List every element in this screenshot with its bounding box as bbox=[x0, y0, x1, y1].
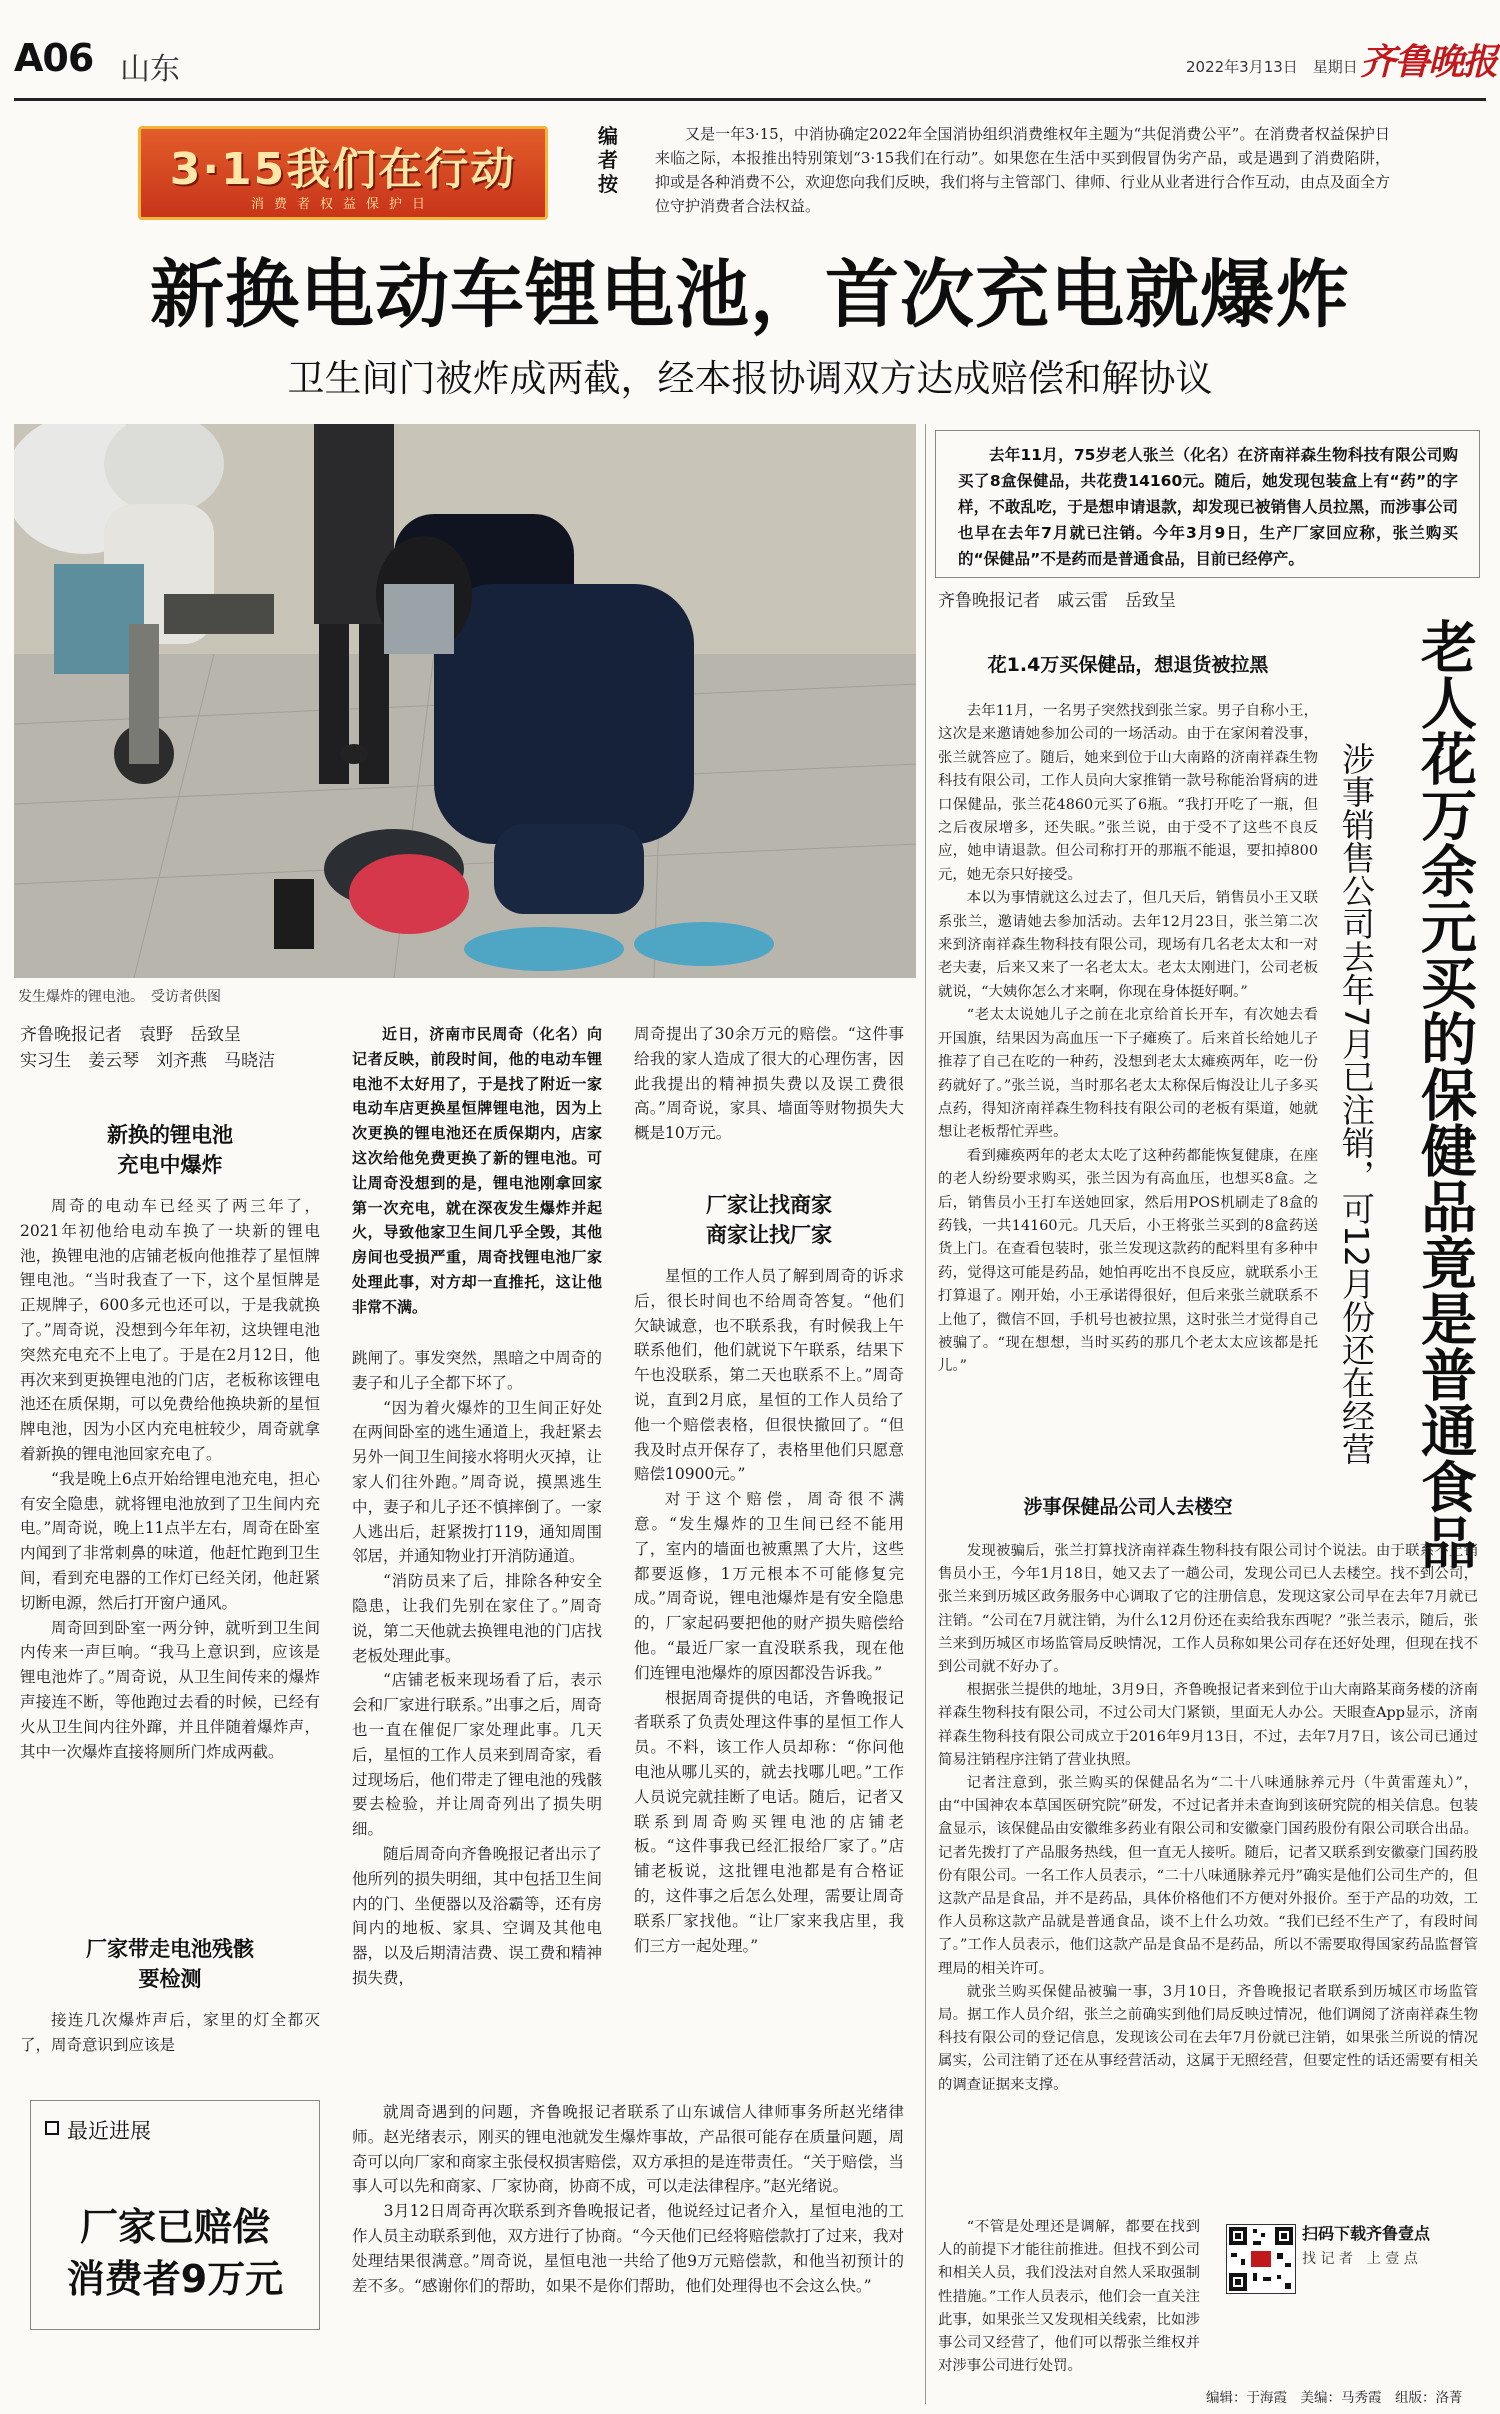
lead-paragraph: 近日，济南市民周奇（化名）向记者反映，前段时间，他的电动车锂电池不太好用了，于是找了附近一家电动车店更换星恒牌锂电池，因为上次更换的锂电池还在质保期内，店家这次给他免费更换了新的锂电池。可让周奇没想到的是，锂电池刚拿回家第一次充电，就在深夜发生爆炸并起火，导致他家卫生间几乎全毁，其他房间也受损严重，周奇找锂电池厂家处理此事，对方却一直推托，这让他非常不满。 bbox=[352, 1025, 602, 1316]
right-byline: 齐鲁晚报记者 戚云雷 岳致呈 bbox=[938, 591, 1176, 611]
paragraph: 去年11月，一名男子突然找到张兰家。男子自称小王，这次是来邀请她参加公司的一场活动。由于在家闲着没事，张兰就答应了。随后，她来到位于山大南路的济南祥森生物科技有限公司，工作人员向大家推销一款号称能治肾病的进口保健品，张兰花4860元买了6瓶。“我打开吃了一瓶，但之后夜尿增多，还失眠。”张兰说，由于受不了这些不良反应，她申请退款。但公司称打开的那瓶不能退，要扣掉800元，她无奈只好接受。 bbox=[938, 703, 1318, 883]
editor-note-text: 又是一年3·15，中消协确定2022年全国消协组织消费维权年主题为“共促消费公平”。在消费者权益保护日来临之际，本报推出特别策划“3·15我们在行动”。如果您在生活中买到假冒伪劣产品，或是遇到了消费陷阱，抑或是各种消费不公，欢迎您向我们反映，我们将与主管部门、律师、行业从业者进行合作互动，由点及面全方位守护消费者合法权益。 bbox=[655, 125, 1391, 215]
editor-note-label: 编者按 bbox=[598, 124, 618, 196]
main-headline: 新换电动车锂电池，首次充电就爆炸 bbox=[150, 252, 1350, 338]
right-headline: 老人花万余元买的保健品竟是普通食品 bbox=[1412, 618, 1477, 1570]
column-divider-right bbox=[925, 424, 926, 2404]
brand-logo: 齐鲁晚报 bbox=[1360, 41, 1497, 83]
paragraph: 看到瘫痪两年的老太太吃了这种药都能恢复健康，在座的老人纷纷要求购买，张兰因为有高血压，也想买8盒。之后，销售员小王打车送她回家，然后用POS机刷走了8盒的药钱，一共14160元。几天后，小王将张兰买到的8盒药送货上门。在查看包装时，张兰发现这款药的配料里有多种中药，觉得这可能是药品，她怕再吃出不良反应，就联系小王打算退了。刚开始，小王承诺得很好，但后来张兰就联系不上他了，微信不回，手机号也被拉黑，这时张兰才觉得自己被骗了。“现在想想，当时买药的那几个老太太应该都是托儿。” bbox=[938, 1147, 1318, 1375]
qr-label: 扫码下载齐鲁壹点 bbox=[1302, 2224, 1431, 2243]
latest-progress-box bbox=[30, 2100, 320, 2330]
banner-title: 3·15我们在行动 bbox=[169, 144, 517, 195]
article-column-1-tail bbox=[20, 2008, 320, 2058]
article-lead bbox=[352, 1022, 602, 1320]
paragraph: 就张兰购买保健品被骗一事，3月10日，齐鲁晚报记者联系到历城区市场监管局。据工作人员介绍，张兰之前确实到他们局反映过情况，他们调阅了济南祥森生物科技有限公司的登记信息，发现该公司在去年7月份就已注销，如果张兰所说的情况属实，公司注销了还在从事经营活动，这属于无照经营，但要定性的话还需要有相关的调查证据来支撑。 bbox=[938, 1983, 1478, 2093]
paragraph: “我是晚上6点开始给锂电池充电，担心有安全隐患，就将锂电池放到了卫生间内充电。”周奇说，晚上11点半左右，周奇在卧室内闻到了非常刺鼻的味道，他赶忙跑到卫生间，看到充电器的工作灯已经关闭，他赶紧切断电源，然后打开窗户通风。 bbox=[20, 1469, 320, 1612]
banner-subtitle: 消费者权益保护日 bbox=[250, 197, 435, 212]
latest-progress-text: 就周奇遇到的问题，齐鲁晚报记者联系了山东诚信人律师事务所赵光绪律师。赵光绪表示，刚买的锂电池就发生爆炸事故，产品很可能存在质量问题，周奇可以向厂家和商家主张侵权损害赔偿，双方承担的是连带责任。“关于赔偿，当事人可以先和商家、厂家协商，协商不成，可以走法律程序。”赵光绪说。 3月12日周奇再次联系到齐鲁晚报记者，他说经过记者介入，星恒电池的工作人员主动联系到他，双方进行了协商。“今天他们已经将赔偿款打了过来，我对处理结果很满意。”周奇说，星恒电池一共给了他9万元赔偿款，和他当初预计的差不多。“感谢你们的帮助，如果不是你们帮助，他们处理得也不会这么快。” bbox=[352, 2103, 904, 2295]
editors-credit: 编辑：于海霞 美编：马秀霞 组版：洛菁 bbox=[1206, 2390, 1463, 2406]
paragraph: 周奇提出了30余万元的赔偿。“这件事给我的家人造成了很大的心理伤害，因此我提出的精神损失费以及误工费很高。”周奇说，家具、墙面等财物损失大概是10万元。 bbox=[634, 1025, 904, 1143]
right-column-2-tail bbox=[938, 2216, 1200, 2378]
qr-code-icon[interactable] bbox=[1226, 2224, 1296, 2294]
paragraph: “消防员来了后，排除各种安全隐患，让我们先别在家住了。”周奇说，第二天他就去换锂电池的门店找老板处理此事。 bbox=[352, 1572, 602, 1665]
article-column-1 bbox=[20, 1194, 320, 1764]
main-subhead: 卫生间门被炸成两截，经本报协调双方达成赔偿和解协议 bbox=[287, 357, 1213, 400]
qr-sublabel: 找 记 者 上 壹 点 bbox=[1302, 2251, 1418, 2267]
paragraph: 根据周奇提供的电话，齐鲁晚报记者联系了负责处理这件事的星恒工作人员。不料，该工作人员却称：“你问他电池从哪儿买的，就去找哪儿吧。”工作人员说完就挂断了电话。随后，记者又联系到周奇购买锂电池的店铺老板。“这件事我已经汇报给厂家了。”店铺老板说，这批锂电池都是有合格证的，这件事之后怎么处理，需要让周奇联系厂家找他。“让厂家来我店里，我们三方一起处理。” bbox=[634, 1688, 904, 1955]
right-subsection-title-1: 花1.4万买保健品，想退货被拉黑 bbox=[987, 654, 1269, 676]
paragraph: 周奇回到卧室一两分钟，就听到卫生间内传来一声巨响。“我马上意识到，应该是锂电池炸了。”周奇说，从卫生间传来的爆炸声接连不断，等他跑过去看的时候，已经有火从卫生间内往外蹿，并且伴随着爆炸声，其中一次爆炸直接将厕所门炸成两截。 bbox=[20, 1618, 320, 1761]
paragraph: 接连几次爆炸声后，家里的灯全都灭了，周奇意识到应该是 bbox=[20, 2011, 320, 2054]
page-number: A06 bbox=[14, 36, 94, 80]
paragraph: “不管是处理还是调解，都要在找到人的前提下才能往前推进。但找不到公司和相关人员，我们没法对自然人采取强制性措施。”工作人员表示，他们会一直关注此事，如果张兰又发现相关线索，比如涉事公司又经营了，他们可以帮张兰维权并对涉事公司进行处罚。 bbox=[938, 2219, 1200, 2375]
byline-interns: 实习生 姜云琴 刘齐燕 马晓洁 bbox=[20, 1051, 275, 1071]
paragraph: 周奇的电动车已经买了两三年了，2021年初他给电动车换了一块新的锂电池，换锂电池的店铺老板向他推荐了星恒牌锂电池。“当时我查了一下，这个星恒牌是正规牌子，600多元也还可以，于是我就换了。”周奇说，没想到今年年初，这块锂电池突然充电充不上电了。于是在2月12日，他再次来到更换锂电池的门店，老板称该锂电池还在质保期，可以免费给他换块新的星恒牌电池，因为小区内充电桩较少，周奇就拿着新换的锂电池回家充电了。 bbox=[20, 1197, 320, 1463]
paragraph: 星恒的工作人员了解到周奇的诉求后，很长时间也不给周奇答复。“他们欠缺诚意，也不联系我，有时候我上午联系他们，他们就说下午联系，结果下午也没联系，第二天也联系不上。”周奇说，直到2月底，星恒的工作人员给了他一个赔偿表格，但很快撤回了。“但我及时点开保存了，表格里他们只愿意赔偿10900元。” bbox=[634, 1267, 904, 1484]
paragraph: 本以为事情就这么过去了，但几天后，销售员小王又联系张兰，邀请她去参加活动。去年12月23日，张兰第二次来到济南祥森生物科技有限公司，现场有几名老太太和一对老夫妻，后来又来了一名老太太。老太太刚进门，公司老板就说，“大姨你怎么才来啊，你现在身体挺好啊。” bbox=[938, 890, 1318, 1000]
photo-caption: 发生爆炸的锂电池。 受访者供图 bbox=[18, 989, 221, 1005]
issue-date: 2022年3月13日 星期日 bbox=[1186, 58, 1358, 76]
campaign-banner bbox=[138, 126, 548, 220]
latest-progress-title: 厂家已赔偿 消费者9万元 bbox=[66, 2205, 284, 2301]
paragraph: “店铺老板来现场看了后，表示会和厂家进行联系。”出事之后，周奇也一直在催促厂家处理此事。几天后，星恒的工作人员来到周奇家，看过现场后，他们带走了锂电池的残骸要去检验，并让周奇列出了损失明细。 bbox=[352, 1671, 602, 1839]
paragraph: 发现被骗后，张兰打算找济南祥森生物科技有限公司讨个说法。由于联系不上销售员小王，今年1月18日，她又去了一趟公司，发现公司已人去楼空。找不到公司，张兰来到历城区政务服务中心调取了它的注册信息，发现这家公司早在去年7月就已注销。“公司在7月就注销，为什么12月份还在卖给我东西呢？”张兰表示，随后，张兰来到历城区市场监管局反映情况，工作人员称如果公司存在还好处理，但现在找不到公司就不好办了。 bbox=[938, 1543, 1478, 1676]
byline-reporters: 齐鲁晚报记者 袁野 岳致呈 bbox=[20, 1025, 241, 1045]
news-photo bbox=[14, 424, 916, 978]
section-name: 山东 bbox=[120, 52, 180, 87]
article-column-3b bbox=[634, 1264, 904, 1958]
paragraph: 跳闸了。事发突然，黑暗之中周奇的妻子和儿子全都下坏了。 bbox=[352, 1349, 602, 1392]
right-subhead: 涉事销售公司去年7月已注销，可12月份还在经营 bbox=[1337, 742, 1376, 1465]
paragraph: 根据张兰提供的地址，3月9日，齐鲁晚报记者来到位于山大南路某商务楼的济南祥森生物科技有限公司，不过公司大门紧锁，里面无人办公。天眼查App显示，济南祥森生物科技有限公司成立于2016年9月13日，不过，去年7月7日，该公司已通过简易注销程序注销了营业执照。 bbox=[938, 1682, 1478, 1768]
right-subsection-title-2: 涉事保健品公司人去楼空 bbox=[1023, 1496, 1233, 1518]
header-rule bbox=[14, 98, 1486, 101]
square-icon bbox=[45, 2121, 59, 2135]
paragraph: “因为着火爆炸的卫生间正好处在两间卧室的逃生通道上，我赶紧去另外一间卫生间接水将明火灭掉，让家人们往外跑。”周奇说，摸黑逃生中，妻子和儿子还不慎摔倒了。一家人逃出后，赶紧拨打119，通知周围邻居，并通知物业打开消防通道。 bbox=[352, 1398, 602, 1566]
subsection-title-1: 新换的锂电池 充电中爆炸 bbox=[107, 1123, 233, 1177]
subsection-title-2: 厂家带走电池残骸 要检测 bbox=[86, 1937, 254, 1991]
paragraph: “老太太说她儿子之前在北京给首长开车，有次她去看开国旗，结果因为高血压一下子瘫痪了。后来首长给她儿子推荐了自己在吃的一种药，没想到老太太瘫痪两年，吃一份药就好了。”张兰说，当时那名老太太称保后悔没让儿子多买点药，得知济南祥森生物科技有限公司的老板有渠道，她就想让老板帮忙弄些。 bbox=[938, 1007, 1318, 1141]
latest-progress-label: 最近进展 bbox=[67, 2119, 151, 2143]
subsection-title-3: 厂家让找商家 商家让找厂家 bbox=[706, 1193, 832, 1247]
paragraph: 记者注意到，张兰购买的保健品名为“二十八味通脉养元丹（牛黄雷莲丸）”，由“中国神农本草国医研究院”研发，不过记者并未查询到该研究院的相关信息。包装盒显示，该保健品由安徽维多药业有限公司和安徽豪门国药股份有限公司联合出品。记者先拨打了产品服务热线，但一直无人接听。随后，记者又联系到安徽豪门国药股份有限公司。一名工作人员表示，“二十八味通脉养元丹”确实是他们公司生产的，但这款产品是食品，并不是药品，具体价格他们不方便对外报价。至于产品的功效，工作人员称这款产品就是普通食品，谈不上什么功效。“我们已经不生产了，有段时间了。”工作人员表示，他们这款产品是食品不是药品，所以不需要取得国家药品监督管理局的相关许可。 bbox=[938, 1775, 1478, 1977]
right-column-1 bbox=[938, 700, 1318, 1379]
right-lead-text: 去年11月，75岁老人张兰（化名）在济南祥森生物科技有限公司购买了8盒保健品，共花费14160元。随后，她发现包装盒上有“药”的字样，不敢乱吃，于是想申请退款，却发现已被销售人员拉黑，而涉事公司也早在去年7月就已注销。今年3月9日，生产厂家回应称，张兰购买的“保健品”不是药而是普通食品，目前已经停产。 bbox=[958, 446, 1458, 568]
article-column-2 bbox=[352, 1346, 602, 1991]
paragraph: 对于这个赔偿，周奇很不满意。“发生爆炸的卫生间已经不能用了，室内的墙面也被熏黑了大片，这些都要返修，1万元根本不可能修复完成。”周奇说，锂电池爆炸是有安全隐患的，厂家起码要把他的财产损失赔偿给他。“最近厂家一直没联系我，现在他们连锂电池爆炸的原因都没告诉我。” bbox=[634, 1490, 904, 1682]
paragraph: 随后周奇向齐鲁晚报记者出示了他所列的损失明细，其中包括卫生间内的门、坐便器以及浴霸等，还有房间内的地板、家具、空调及其他电器，以及后期清洁费、误工费和精神损失费， bbox=[352, 1844, 602, 1987]
article-column-3 bbox=[634, 1022, 904, 1146]
right-column-2 bbox=[938, 1540, 1478, 2097]
